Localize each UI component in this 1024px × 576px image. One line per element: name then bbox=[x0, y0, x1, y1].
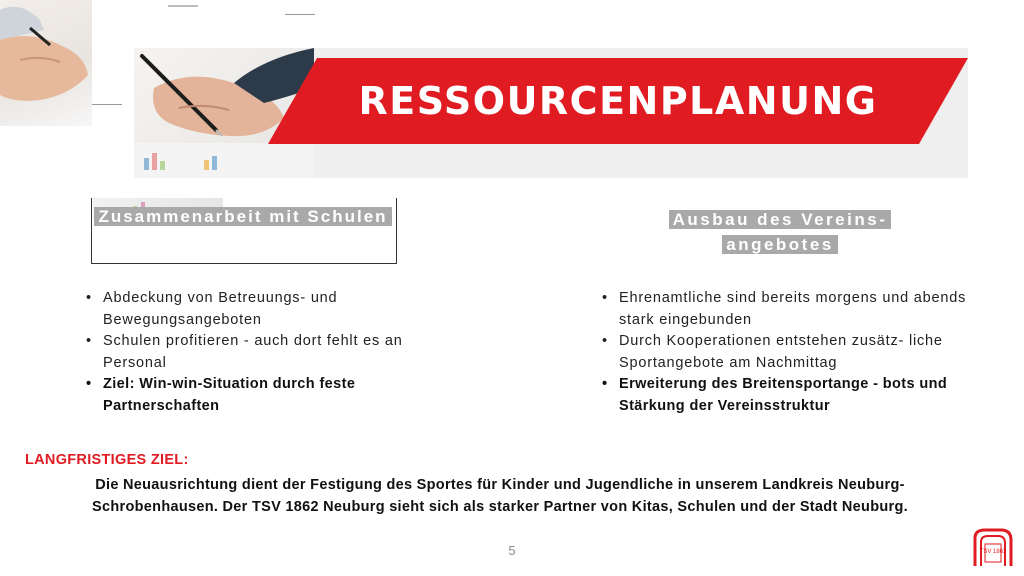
list-item: • Schulen profitieren - auch dort fehlt es an Personal bbox=[86, 331, 426, 374]
section-heading-line1: Ausbau des Vereins- bbox=[669, 210, 892, 229]
list-item-goal: • Ziel: Win-win-Situation durch feste Partnerschaften bbox=[86, 374, 426, 417]
page-number: 5 bbox=[508, 543, 516, 558]
hand-writing-icon bbox=[0, 0, 92, 126]
decorative-line bbox=[168, 5, 198, 7]
list-item-goal: • Erweiterung des Breitensportange - bots und Stärkung der Vereinsstruktur bbox=[602, 374, 974, 417]
page-title: RESSOURCENPLANUNG bbox=[358, 79, 878, 123]
list-item: • Ehrenamtliche sind bereits morgens und abends stark eingebunden bbox=[602, 288, 974, 331]
goal-text: Die Neuausrichtung dient der Festigung des Sportes für Kinder und Jugendliche in unserem Landkreis Neuburg-Schrobenhausen. Der TSV 1862 Neuburg sieht sich als starker Partner von Kitas, Schulen und der Stadt Neuburg. bbox=[92, 477, 908, 515]
list-item: • Durch Kooperationen entstehen zusätz- liche Sportangebote am Nachmittag bbox=[602, 331, 974, 374]
list-item: • Abdeckung von Betreuungs- und Bewegungsangeboten bbox=[86, 288, 426, 331]
decorative-photo-hand bbox=[0, 0, 92, 126]
section-heading-schools bbox=[93, 207, 393, 226]
decorative-line bbox=[285, 14, 315, 15]
logo-text: TSV 1862 bbox=[979, 549, 1007, 555]
goal-label: LANGFRISTIGES ZIEL: bbox=[25, 452, 189, 468]
section-heading-club-offers bbox=[640, 207, 920, 257]
tsv-logo-icon bbox=[971, 526, 1015, 570]
section-heading-line2: angebotes bbox=[722, 235, 838, 254]
decorative-line bbox=[92, 104, 122, 105]
tsv-logo bbox=[971, 526, 1015, 570]
section-heading-schools-label: Zusammenarbeit mit Schulen bbox=[94, 207, 391, 226]
bullet-list-club-offers bbox=[602, 288, 974, 417]
bullet-list-schools bbox=[86, 288, 426, 417]
